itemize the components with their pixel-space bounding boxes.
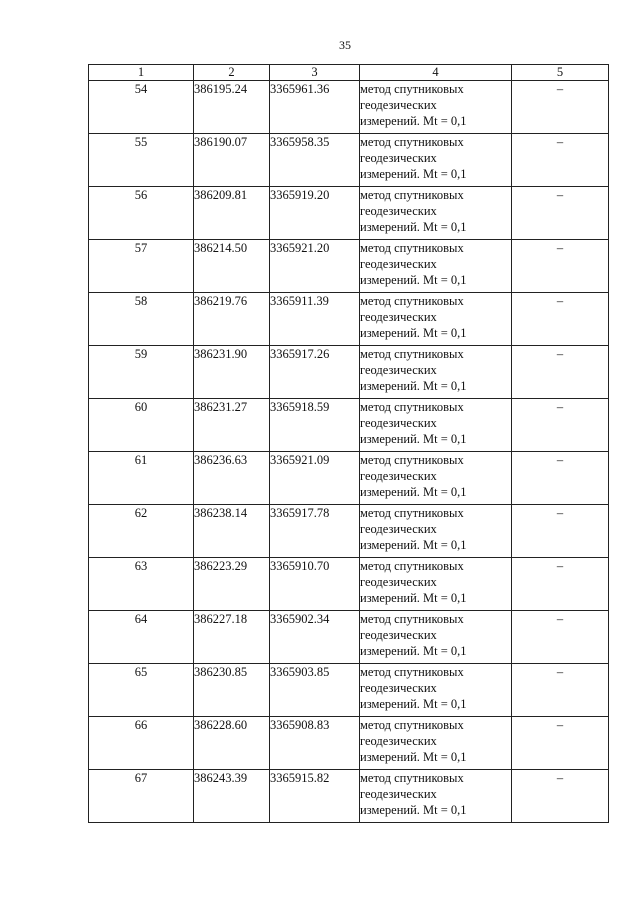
y-coordinate-cell: 3365917.78 bbox=[270, 505, 360, 558]
note-cell: – bbox=[512, 770, 609, 823]
method-line: метод спутниковых bbox=[360, 294, 464, 308]
method-cell bbox=[360, 134, 512, 187]
table-row bbox=[89, 770, 609, 823]
method-cell bbox=[360, 717, 512, 770]
x-coordinate-cell: 386228.60 bbox=[194, 717, 270, 770]
method-line: метод спутниковых bbox=[360, 718, 464, 732]
method-line: метод спутниковых bbox=[360, 188, 464, 202]
method-cell bbox=[360, 558, 512, 611]
note-cell: – bbox=[512, 452, 609, 505]
y-coordinate-cell: 3365903.85 bbox=[270, 664, 360, 717]
method-line: измерений. Mt = 0,1 bbox=[360, 167, 467, 181]
y-coordinate-cell: 3365921.20 bbox=[270, 240, 360, 293]
table-row bbox=[89, 611, 609, 664]
x-coordinate-cell: 386214.50 bbox=[194, 240, 270, 293]
x-coordinate-cell: 386209.81 bbox=[194, 187, 270, 240]
table-row bbox=[89, 346, 609, 399]
x-coordinate-cell: 386231.27 bbox=[194, 399, 270, 452]
y-coordinate-cell: 3365918.59 bbox=[270, 399, 360, 452]
table-row bbox=[89, 293, 609, 346]
note-cell: – bbox=[512, 717, 609, 770]
note-cell: – bbox=[512, 134, 609, 187]
method-line: метод спутниковых bbox=[360, 559, 464, 573]
method-cell bbox=[360, 664, 512, 717]
method-cell bbox=[360, 81, 512, 134]
method-cell bbox=[360, 611, 512, 664]
note-cell: – bbox=[512, 240, 609, 293]
table-body bbox=[89, 81, 609, 823]
point-number-cell: 65 bbox=[89, 664, 194, 717]
table-row bbox=[89, 81, 609, 134]
point-number-cell: 61 bbox=[89, 452, 194, 505]
method-line: измерений. Mt = 0,1 bbox=[360, 326, 467, 340]
method-line: геодезических bbox=[360, 681, 437, 695]
point-number-cell: 58 bbox=[89, 293, 194, 346]
method-line: геодезических bbox=[360, 734, 437, 748]
method-cell bbox=[360, 346, 512, 399]
note-cell: – bbox=[512, 293, 609, 346]
method-line: геодезических bbox=[360, 204, 437, 218]
method-line: метод спутниковых bbox=[360, 135, 464, 149]
table-row bbox=[89, 240, 609, 293]
method-cell bbox=[360, 293, 512, 346]
note-cell: – bbox=[512, 558, 609, 611]
method-line: метод спутниковых bbox=[360, 82, 464, 96]
point-number-cell: 54 bbox=[89, 81, 194, 134]
method-line: измерений. Mt = 0,1 bbox=[360, 485, 467, 499]
y-coordinate-cell: 3365915.82 bbox=[270, 770, 360, 823]
method-line: измерений. Mt = 0,1 bbox=[360, 114, 467, 128]
x-coordinate-cell: 386223.29 bbox=[194, 558, 270, 611]
x-coordinate-cell: 386227.18 bbox=[194, 611, 270, 664]
coordinates-table bbox=[88, 64, 609, 823]
note-cell: – bbox=[512, 187, 609, 240]
method-line: геодезических bbox=[360, 363, 437, 377]
header-row bbox=[89, 65, 609, 81]
point-number-cell: 57 bbox=[89, 240, 194, 293]
method-cell bbox=[360, 240, 512, 293]
y-coordinate-cell: 3365961.36 bbox=[270, 81, 360, 134]
y-coordinate-cell: 3365911.39 bbox=[270, 293, 360, 346]
x-coordinate-cell: 386230.85 bbox=[194, 664, 270, 717]
table-row bbox=[89, 558, 609, 611]
x-coordinate-cell: 386195.24 bbox=[194, 81, 270, 134]
method-line: измерений. Mt = 0,1 bbox=[360, 697, 467, 711]
table-row bbox=[89, 399, 609, 452]
method-line: метод спутниковых bbox=[360, 665, 464, 679]
point-number-cell: 59 bbox=[89, 346, 194, 399]
method-line: метод спутниковых bbox=[360, 612, 464, 626]
method-line: геодезических bbox=[360, 787, 437, 801]
method-line: измерений. Mt = 0,1 bbox=[360, 591, 467, 605]
y-coordinate-cell: 3365921.09 bbox=[270, 452, 360, 505]
method-line: метод спутниковых bbox=[360, 453, 464, 467]
method-line: геодезических bbox=[360, 416, 437, 430]
method-line: измерений. Mt = 0,1 bbox=[360, 220, 467, 234]
method-line: геодезических bbox=[360, 522, 437, 536]
note-cell: – bbox=[512, 611, 609, 664]
method-line: геодезических bbox=[360, 310, 437, 324]
table-header bbox=[89, 65, 609, 81]
point-number-cell: 62 bbox=[89, 505, 194, 558]
header-cell-3: 3 bbox=[270, 65, 360, 81]
y-coordinate-cell: 3365902.34 bbox=[270, 611, 360, 664]
x-coordinate-cell: 386243.39 bbox=[194, 770, 270, 823]
method-line: метод спутниковых bbox=[360, 506, 464, 520]
method-line: метод спутниковых bbox=[360, 347, 464, 361]
header-cell-1: 1 bbox=[89, 65, 194, 81]
method-cell bbox=[360, 505, 512, 558]
note-cell: – bbox=[512, 399, 609, 452]
method-cell bbox=[360, 187, 512, 240]
header-cell-5: 5 bbox=[512, 65, 609, 81]
method-line: геодезических bbox=[360, 628, 437, 642]
method-line: измерений. Mt = 0,1 bbox=[360, 750, 467, 764]
method-line: метод спутниковых bbox=[360, 241, 464, 255]
table-row bbox=[89, 664, 609, 717]
x-coordinate-cell: 386219.76 bbox=[194, 293, 270, 346]
point-number-cell: 66 bbox=[89, 717, 194, 770]
y-coordinate-cell: 3365917.26 bbox=[270, 346, 360, 399]
method-cell bbox=[360, 399, 512, 452]
method-line: измерений. Mt = 0,1 bbox=[360, 644, 467, 658]
point-number-cell: 55 bbox=[89, 134, 194, 187]
point-number-cell: 64 bbox=[89, 611, 194, 664]
note-cell: – bbox=[512, 81, 609, 134]
table-row bbox=[89, 505, 609, 558]
note-cell: – bbox=[512, 664, 609, 717]
point-number-cell: 56 bbox=[89, 187, 194, 240]
method-line: измерений. Mt = 0,1 bbox=[360, 803, 467, 817]
point-number-cell: 67 bbox=[89, 770, 194, 823]
point-number-cell: 60 bbox=[89, 399, 194, 452]
x-coordinate-cell: 386231.90 bbox=[194, 346, 270, 399]
x-coordinate-cell: 386190.07 bbox=[194, 134, 270, 187]
y-coordinate-cell: 3365910.70 bbox=[270, 558, 360, 611]
y-coordinate-cell: 3365908.83 bbox=[270, 717, 360, 770]
method-cell bbox=[360, 770, 512, 823]
method-line: метод спутниковых bbox=[360, 400, 464, 414]
note-cell: – bbox=[512, 346, 609, 399]
page-number: 35 bbox=[339, 38, 351, 52]
method-line: метод спутниковых bbox=[360, 771, 464, 785]
method-line: геодезических bbox=[360, 257, 437, 271]
header-cell-4: 4 bbox=[360, 65, 512, 81]
note-cell: – bbox=[512, 505, 609, 558]
header-cell-2: 2 bbox=[194, 65, 270, 81]
y-coordinate-cell: 3365958.35 bbox=[270, 134, 360, 187]
table-row bbox=[89, 452, 609, 505]
y-coordinate-cell: 3365919.20 bbox=[270, 187, 360, 240]
method-line: измерений. Mt = 0,1 bbox=[360, 538, 467, 552]
method-line: измерений. Mt = 0,1 bbox=[360, 432, 467, 446]
point-number-cell: 63 bbox=[89, 558, 194, 611]
table-row bbox=[89, 134, 609, 187]
method-line: измерений. Mt = 0,1 bbox=[360, 379, 467, 393]
method-line: геодезических bbox=[360, 575, 437, 589]
x-coordinate-cell: 386238.14 bbox=[194, 505, 270, 558]
x-coordinate-cell: 386236.63 bbox=[194, 452, 270, 505]
method-line: геодезических bbox=[360, 98, 437, 112]
table-row bbox=[89, 717, 609, 770]
table-row bbox=[89, 187, 609, 240]
method-line: геодезических bbox=[360, 469, 437, 483]
method-cell bbox=[360, 452, 512, 505]
method-line: измерений. Mt = 0,1 bbox=[360, 273, 467, 287]
method-line: геодезических bbox=[360, 151, 437, 165]
